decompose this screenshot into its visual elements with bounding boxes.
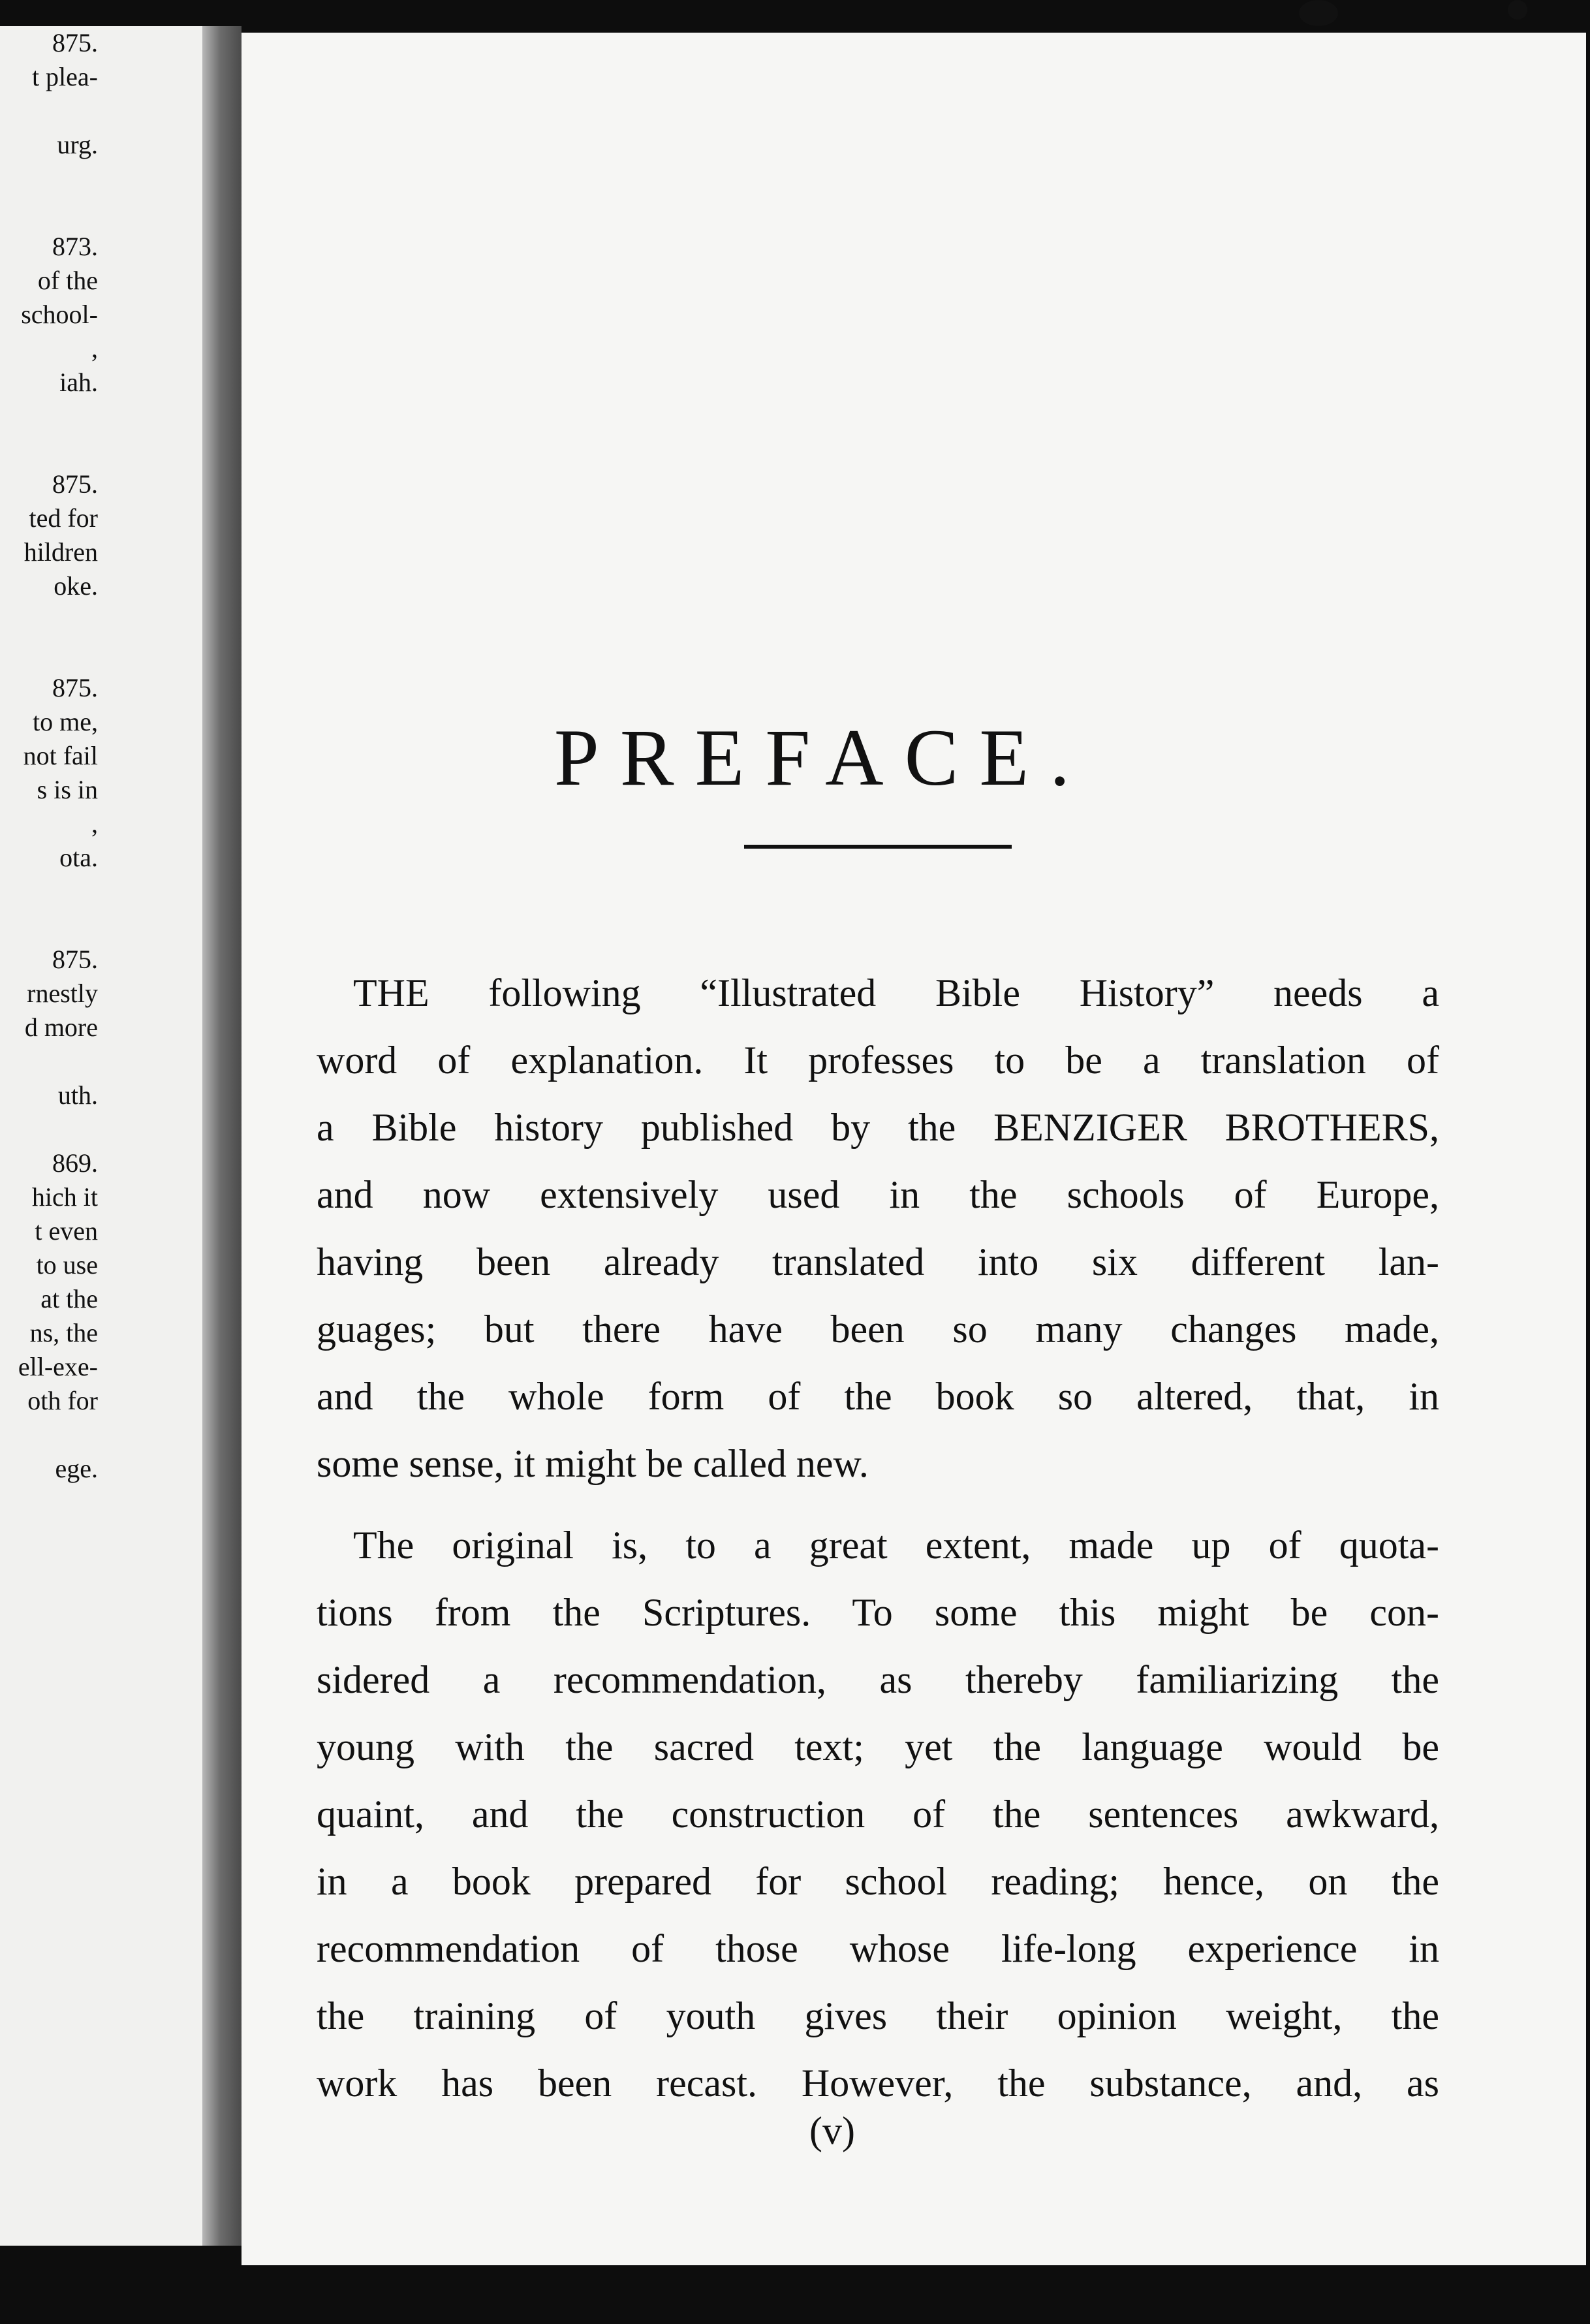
page-title: PREFACE.: [553, 713, 1091, 802]
paragraph-2: [317, 1512, 1439, 2117]
left-page-line: ,: [91, 809, 98, 838]
paragraph-2-line: tions from the Scriptures. To some this might be con-: [317, 1591, 1439, 1634]
left-page-line: [0, 433, 98, 467]
left-page-line: [0, 94, 98, 128]
paragraph-1-line: guages; but there have been so many changes made,: [317, 1308, 1439, 1351]
paragraph-2-line: quaint, and the construction of the sentences awkward,: [317, 1793, 1439, 1836]
left-page-line: [0, 603, 98, 637]
scan-blemish: [1299, 0, 1338, 26]
left-page-line: school-: [21, 300, 98, 329]
left-page-line: oke.: [54, 571, 98, 601]
preface-body: [317, 960, 1439, 2117]
left-page-line: 873.: [52, 232, 98, 261]
left-page-line: [0, 637, 98, 671]
paragraph-2-line: The original is, to a great extent, made up of quota-: [353, 1524, 1439, 1567]
left-page-line: oth for: [27, 1386, 98, 1415]
left-page-line: 875.: [52, 673, 98, 702]
left-page-line: hildren: [23, 537, 98, 567]
paragraph-2-line: sidered a recommendation, as thereby familiarizing the: [317, 1658, 1439, 1701]
left-page-line: of the: [37, 266, 98, 295]
left-page-line: t even: [35, 1216, 98, 1246]
paragraph-2-line: young with the sacred text; yet the language would be: [317, 1725, 1439, 1768]
preface-page: [242, 33, 1586, 2265]
scan-blemish: [1508, 0, 1527, 20]
paragraph-1-line: and now extensively used in the schools of Europe,: [317, 1173, 1439, 1216]
left-page-line: [0, 196, 98, 230]
left-page-line: 869.: [52, 1148, 98, 1178]
left-page-line: ota.: [59, 843, 98, 872]
book-gutter: [202, 26, 242, 2246]
left-page-line: ell-exe-: [18, 1352, 98, 1381]
left-page-line: iah.: [59, 368, 98, 397]
left-page-line: ege.: [55, 1454, 98, 1483]
left-page-line: to use: [36, 1250, 98, 1280]
left-page-line: to me,: [33, 707, 98, 736]
paragraph-2-line: work has been recast. However, the substance, and, as: [317, 2062, 1439, 2105]
left-page-line: uth.: [57, 1080, 98, 1110]
left-page-line: [0, 1044, 98, 1078]
paragraph-2-line: in a book prepared for school reading; hence, on the: [317, 1860, 1439, 1903]
page-number: (v): [809, 2109, 855, 2152]
title-rule: [744, 845, 1012, 849]
left-page-line: rnestly: [27, 979, 98, 1008]
left-page-line: [0, 909, 98, 943]
paragraph-1-line: word of explanation. It professes to be a translation of: [317, 1039, 1439, 1082]
paragraph-1-line: a Bible history published by the BENZIGER BROTHERS,: [317, 1106, 1439, 1149]
paragraph-1-line: and the whole form of the book so altered, that, in: [317, 1375, 1439, 1418]
left-page-line: ns, the: [29, 1318, 98, 1347]
left-page-line: [0, 162, 98, 196]
left-page-line: [0, 400, 98, 433]
paragraph-1-line: THE following “Illustrated Bible History” needs a: [353, 971, 1439, 1014]
left-page-line: [0, 1112, 98, 1146]
left-page-line: not fail: [23, 741, 98, 770]
paragraph-1-line: having been already translated into six different lan-: [317, 1240, 1439, 1283]
left-page-line: hich it: [31, 1182, 98, 1212]
left-page-line: s is in: [37, 775, 98, 804]
left-page-fragment: [0, 26, 202, 2246]
paragraph-2-line: the training of youth gives their opinion weight, the: [317, 1994, 1439, 2037]
left-page-text-column: [0, 26, 98, 1486]
left-page-line: 875.: [52, 28, 98, 57]
left-page-line: ted for: [29, 503, 98, 533]
left-page-line: t plea-: [31, 62, 98, 91]
left-page-line: 875.: [52, 945, 98, 974]
left-page-line: [0, 1418, 98, 1452]
left-page-line: at the: [40, 1284, 98, 1313]
left-page-line: 875.: [52, 469, 98, 499]
left-page-line: [0, 875, 98, 909]
paragraph-1: [317, 960, 1439, 1498]
left-page-line: urg.: [57, 130, 98, 159]
paragraph-1-line: some sense, it might be called new.: [317, 1442, 869, 1485]
left-page-line: ,: [91, 334, 98, 363]
paragraph-2-line: recommendation of those whose life-long experience in: [317, 1927, 1439, 1970]
left-page-line: d more: [24, 1013, 98, 1042]
